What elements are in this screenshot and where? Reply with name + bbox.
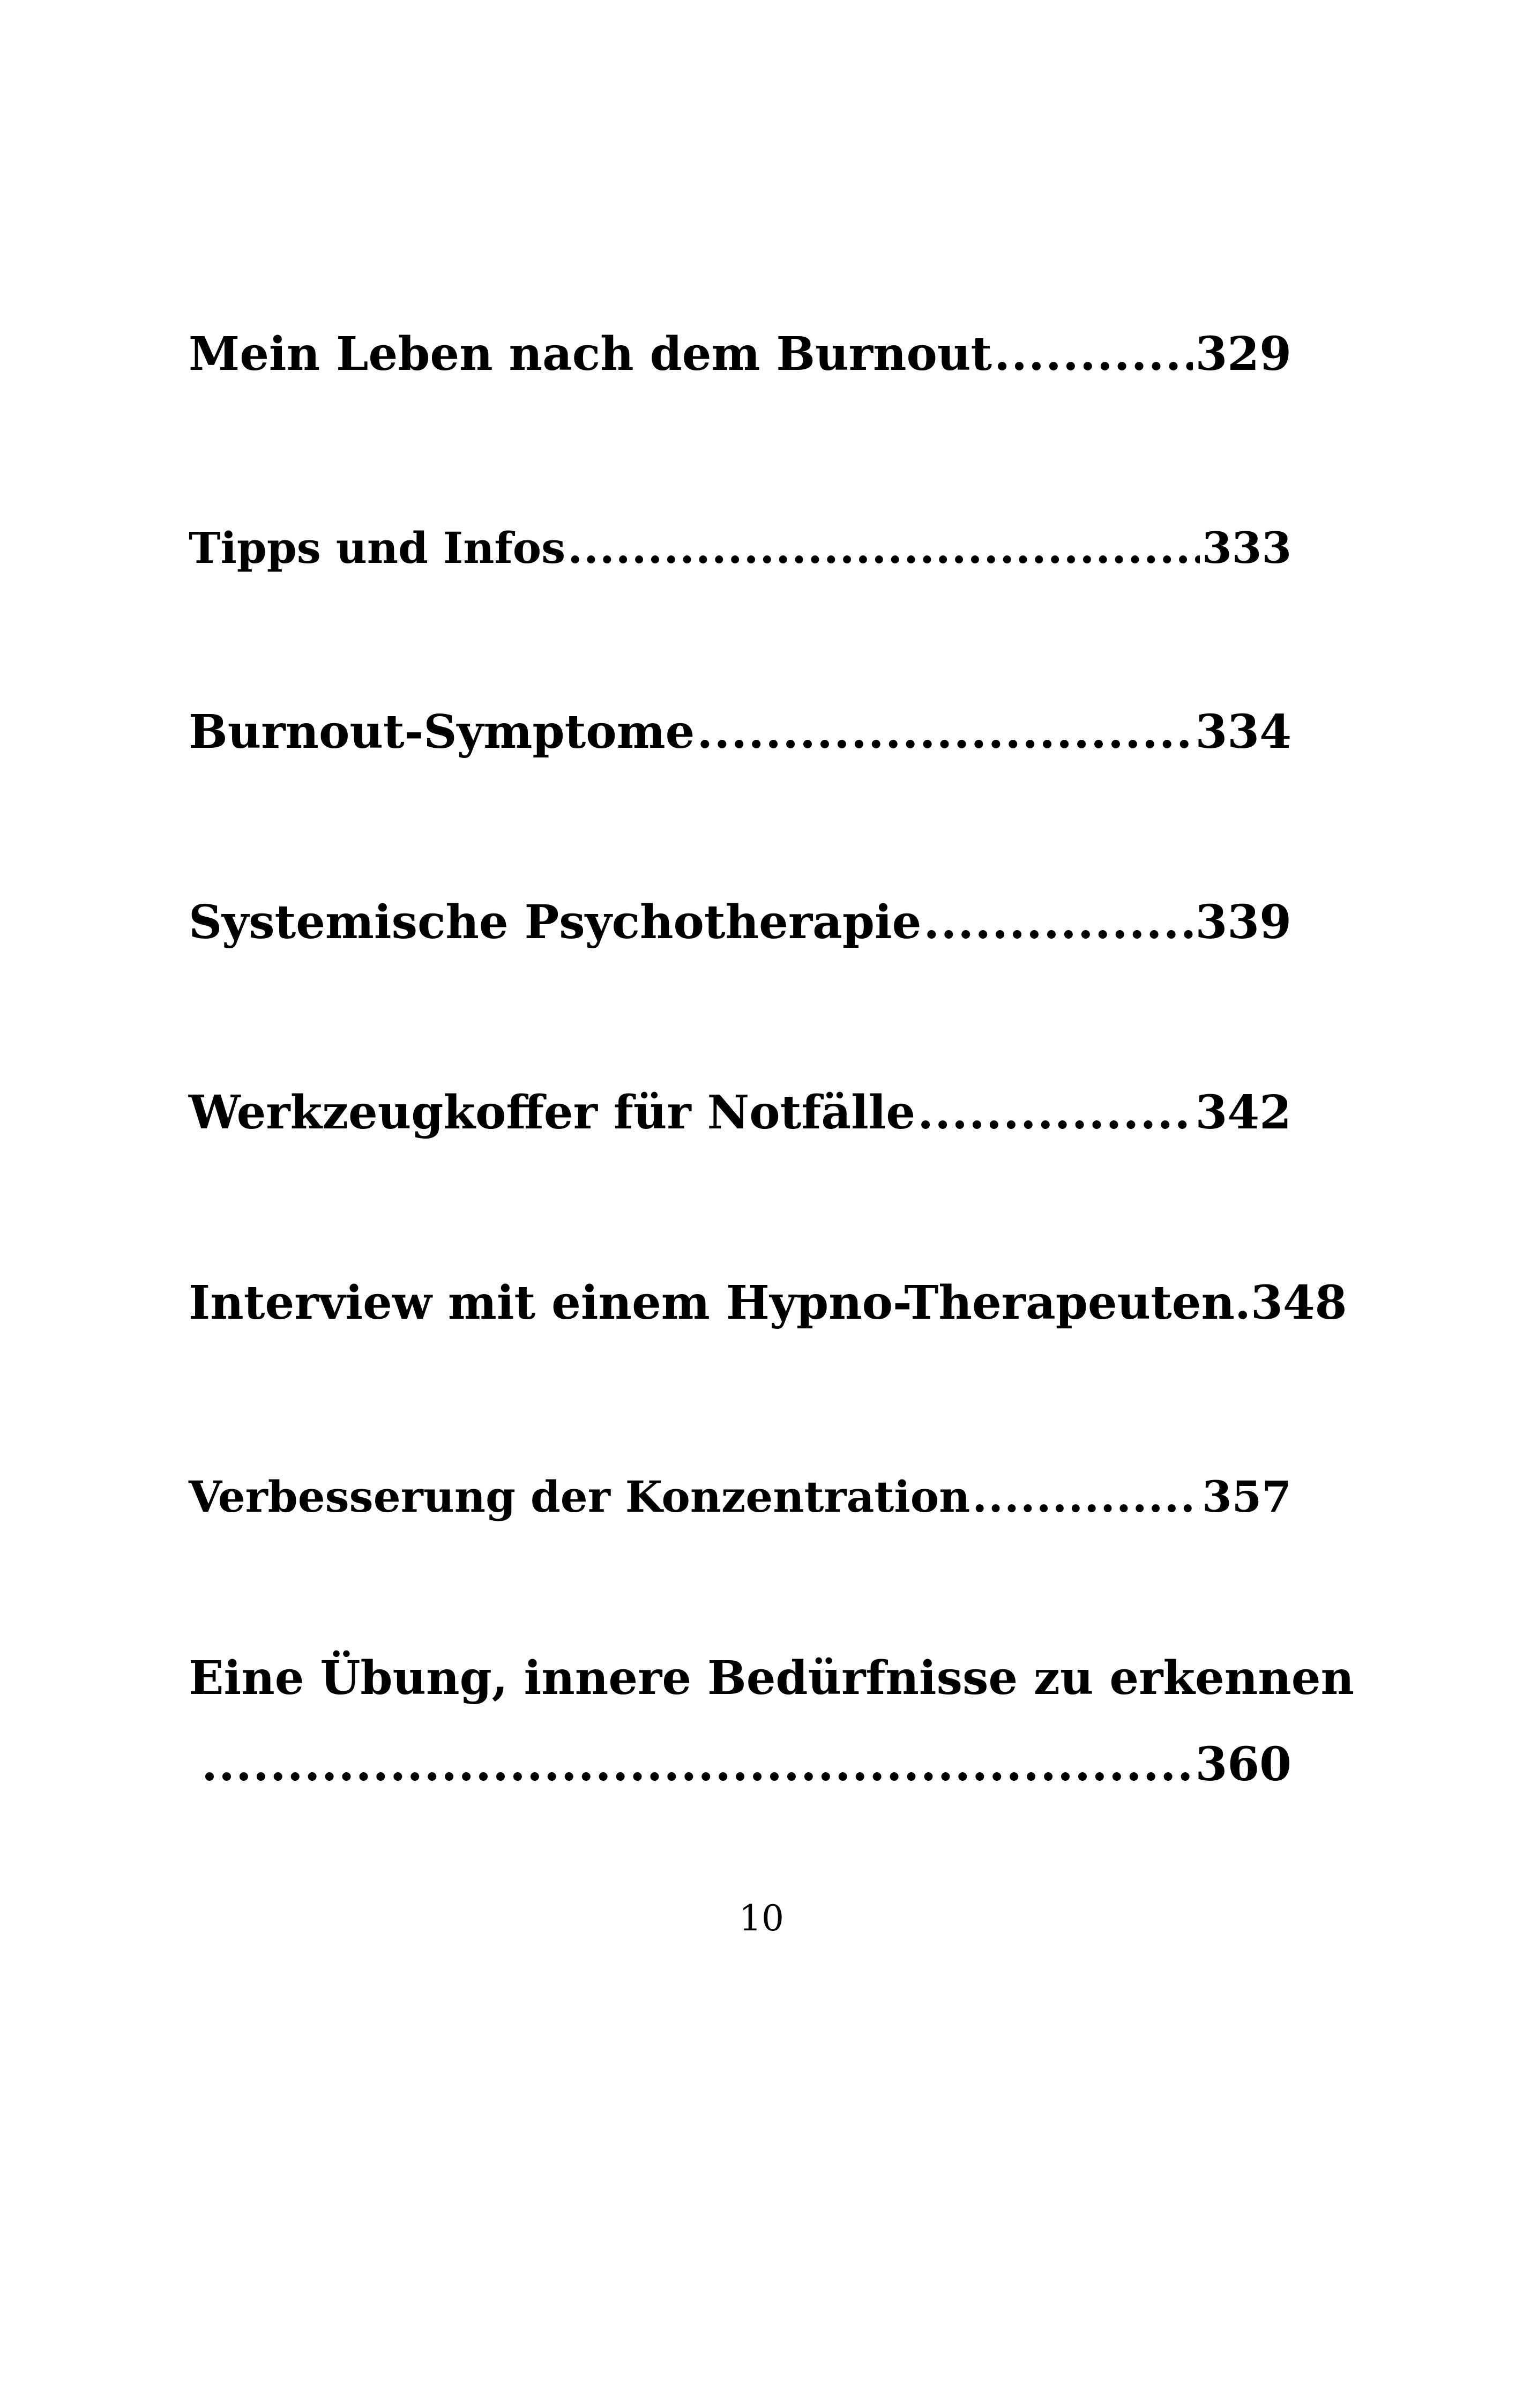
toc-entry-page: 342 [1195, 1086, 1291, 1140]
dot-leader [568, 523, 1200, 573]
toc-entry-page: 357 [1202, 1471, 1291, 1522]
toc-entry[interactable] [189, 1276, 1347, 1330]
dot-leader [972, 1471, 1200, 1522]
toc-entry-title: Interview mit einem Hypno-Therapeuten. [189, 1276, 1251, 1330]
dot-leader [697, 705, 1193, 759]
toc-entry[interactable] [189, 327, 1291, 381]
toc-entry-title: Burnout-Symptome [189, 705, 695, 759]
dot-leader [923, 895, 1193, 949]
dot-leader [917, 1086, 1193, 1140]
toc-entry-page: 329 [1195, 327, 1291, 381]
dot-leader [994, 327, 1193, 381]
toc-entry[interactable] [189, 1086, 1291, 1140]
toc-entry-page: 334 [1195, 705, 1291, 759]
toc-entry-continuation [189, 1737, 1291, 1792]
toc-entry-title: Werkzeugkoffer für Notfälle [189, 1086, 916, 1140]
page-number: 10 [739, 1898, 784, 1939]
dot-leader [201, 1737, 1193, 1792]
toc-entry-page: 348 [1251, 1276, 1347, 1330]
toc-entry[interactable] [189, 523, 1291, 573]
toc-entry-title: Eine Übung, innere Bedürfnisse zu erkennen [189, 1651, 1354, 1705]
toc-entry[interactable] [189, 895, 1291, 949]
toc-entry-title: Systemische Psychotherapie [189, 895, 922, 949]
toc-entry-page: 339 [1195, 895, 1291, 949]
toc-entry-title: Tipps und Infos [189, 523, 566, 573]
toc-entry-page: 333 [1202, 523, 1291, 573]
toc-entry[interactable] [189, 1471, 1291, 1522]
toc-entry-title: Verbesserung der Konzentration [189, 1471, 970, 1522]
toc-entry-title: Mein Leben nach dem Burnout [189, 327, 992, 381]
toc-entry[interactable] [189, 1651, 1354, 1792]
toc-entry-page: 360 [1195, 1737, 1291, 1792]
toc-entry[interactable] [189, 705, 1291, 759]
